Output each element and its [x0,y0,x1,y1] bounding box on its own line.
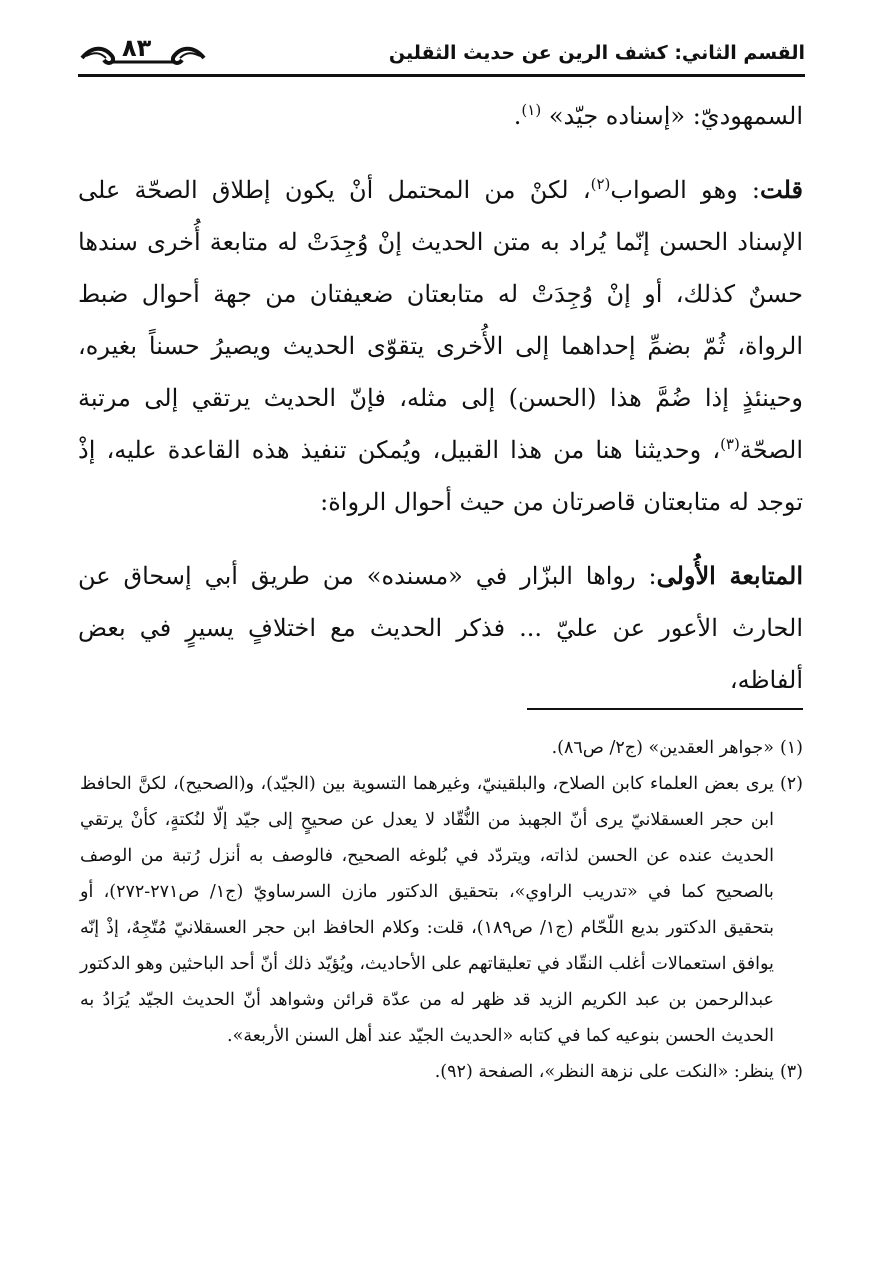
footnote-number: (٣) [779,1062,803,1082]
footnote-ref-3: (٣) [720,435,740,453]
footnote-2 [80,766,803,1054]
paragraph-2-part-1: : وهو الصواب [610,176,761,204]
paragraph-2-part-3: ، وحديثنا هنا من هذا القبيل، ويُمكن تنفيذ هذه القاعدة عليه، إذْ توجد له متابعتان قاصرتان من حيث أحوال الرواة: [78,436,803,516]
footnote-ref-1: (١) [521,101,542,119]
footnote-separator [527,708,803,710]
paragraph-3-lead: المتابعة الأُولى [656,561,804,590]
page-number: ٨٣ [122,34,152,62]
footnote-number: (٢) [779,774,803,794]
paragraph-1 [78,90,803,142]
paragraph-2-part-2: ، لكنْ من المحتمل أنْ يكون إطلاق الصحّة على الإسناد الحسن إنّما يُراد به متن الحديث إنْ وُجِدَتْ له متابعة أُخرى سندها حسنٌ كذلك، أو إنْ وُجِدَتْ له متابعتان ضعيفتان من جهة أحوال ضبط الرواة، ثُمّ بضمِّ إحداهما إلى الأُخرى يتقوّى الحديث ويصيرُ حسناً بغيره، وحينئذٍ إذا ضُمَّ هذا (الحسن) إلى مثله، فإنّ الحديث يرتقي إلى مرتبة الصحّة [78,176,804,464]
footnotes [80,730,803,1090]
paragraph-3-text: : رواها البزّار في «مسنده» من طريق أبي إسحاق عن الحارث الأعور عن عليّ ... فذكر الحديث مع اختلافٍ يسيرٍ في بعض ألفاظه، [78,562,803,694]
page-header [78,26,805,77]
footnote-3 [80,1054,803,1090]
paragraph-2-lead: قلت [760,175,803,204]
paragraph-1-text: السمهوديّ: «إسناده جيّد» [548,102,803,130]
footnote-text: يرى بعض العلماء كابن الصلاح، والبلقينيّ، وغيرهما التسوية بين (الجيّد)، و(الصحيح)، لكنَّ الحافظ ابن حجر العسقلانيّ يرى أنّ الجهبذ من النُّقّاد لا يعدل عن صحيحٍ إلى جيّد إلّا لنُكتةٍ، كأنْ يرتقي الحديث عنده عن الحسن لذاته، ويتردّد في بُلوغه الصحيح، فالوصف به أنزل رُتبة من الوصف بالصحيح كما في «تدريب الراوي»، بتحقيق الدكتور مازن السرساويّ (ج١/ ص٢٧١-٢٧٢)، أو بتحقيق الدكتور بديع اللّحّام (ج١/ ص١٨٩)، قلت: وكلام الحافظ ابن حجر العسقلانيّ مُتّجِهٌ، إذْ إنّه يوافق استعمالات أغلب النقّاد في تعليقاتهم على الأحاديث، ويُؤيّد ذلك أنّ أحد الباحثين وهو الدكتور عبدالرحمن بن عبد الكريم الزيد قد ظهر له من عدّة قرائن وشواهد أنّ الحديث الجيّد يُرَادُ به الحديث الحسن بنوعيه كما في كتابه «الحديث الجيّد عند أهل السنن الأربعة». [80,774,774,1046]
paragraph-2 [78,164,803,528]
footnote-text: ينظر: «النكت على نزهة النظر»، الصفحة (٩٢). [434,1062,774,1082]
footnote-number: (١) [779,738,803,758]
footnote-1 [80,730,803,766]
footnote-text: «جواهر العقدين» (ج٢/ ص٨٦). [551,738,774,758]
running-title: القسم الثاني: كشف الرين عن حديث الثقلين [388,42,805,64]
paragraph-3 [78,550,803,706]
paragraph-1-tail: . [513,102,522,130]
main-text [78,90,803,706]
footnote-ref-2: (٢) [590,175,611,193]
